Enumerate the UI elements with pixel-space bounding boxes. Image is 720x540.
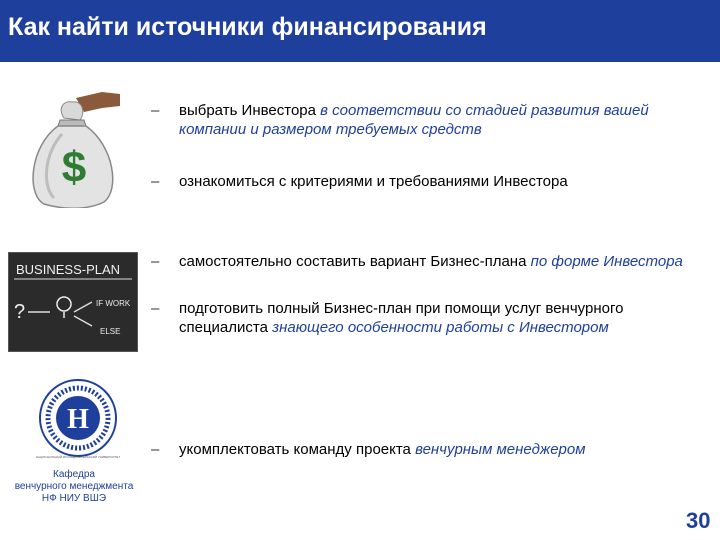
- department-line-1: Кафедра: [53, 469, 95, 480]
- department-caption: [4, 469, 144, 505]
- board-if: IF WORK: [96, 299, 131, 308]
- bullet-emphasis: венчурным менеджером: [415, 441, 586, 458]
- svg-text:Н: Н: [67, 404, 89, 435]
- page-number: 30: [686, 508, 711, 533]
- business-plan-board-image: [8, 252, 138, 352]
- bullet-item: – ознакомиться с критериями и требованиями Инвестора: [151, 173, 568, 190]
- board-else: ELSE: [100, 327, 121, 336]
- department-line-3: НФ НИУ ВШЭ: [41, 493, 107, 504]
- bullet-item: – укомплектовать команду проекта венчурным менеджером: [151, 441, 586, 458]
- bullet-text: самостоятельно составить вариант Бизнес-плана: [179, 253, 531, 270]
- bullet-text: укомплектовать команду проекта: [179, 441, 416, 458]
- title-bar: [0, 0, 720, 62]
- bullet-item: – выбрать Инвестора в соответствии со стадией развития вашей компании и размером требуемых средств: [151, 102, 649, 138]
- logo-caption: НАЦИОНАЛЬНЫЙ ИССЛЕДОВАТЕЛЬСКИЙ УНИВЕРСИТЕТ: [35, 455, 121, 459]
- bullet-item: – самостоятельно составить вариант Бизнес-плана по форме Инвестора: [151, 253, 683, 270]
- svg-text:?: ?: [14, 301, 26, 323]
- bullet-item: – подготовить полный Бизнес-план при помощи услуг венчурного специалиста знающего особенности работы с Инвестором: [151, 300, 624, 336]
- bullet-emphasis: знающего особенности работы с Инвестором: [272, 319, 609, 336]
- department-line-2: венчурного менеджмента: [14, 481, 134, 492]
- hse-logo: [38, 378, 118, 458]
- bullet-text: подготовить полный Бизнес-план при помощи услуг венчурного специалиста: [179, 300, 624, 336]
- money-bag-image: [24, 90, 124, 208]
- dollar-sign: $: [61, 143, 87, 192]
- bullet-emphasis: в соответствии со стадией развития вашей компании и размером требуемых средств: [179, 102, 649, 138]
- bullet-text: выбрать Инвестора: [179, 102, 321, 119]
- bullet-text: ознакомиться с критериями и требованиями Инвестора: [179, 173, 568, 190]
- board-title: BUSINESS-PLAN: [16, 262, 121, 277]
- bullet-emphasis: по форме Инвестора: [530, 253, 683, 270]
- slide-title: Как найти источники финансирования: [8, 13, 487, 41]
